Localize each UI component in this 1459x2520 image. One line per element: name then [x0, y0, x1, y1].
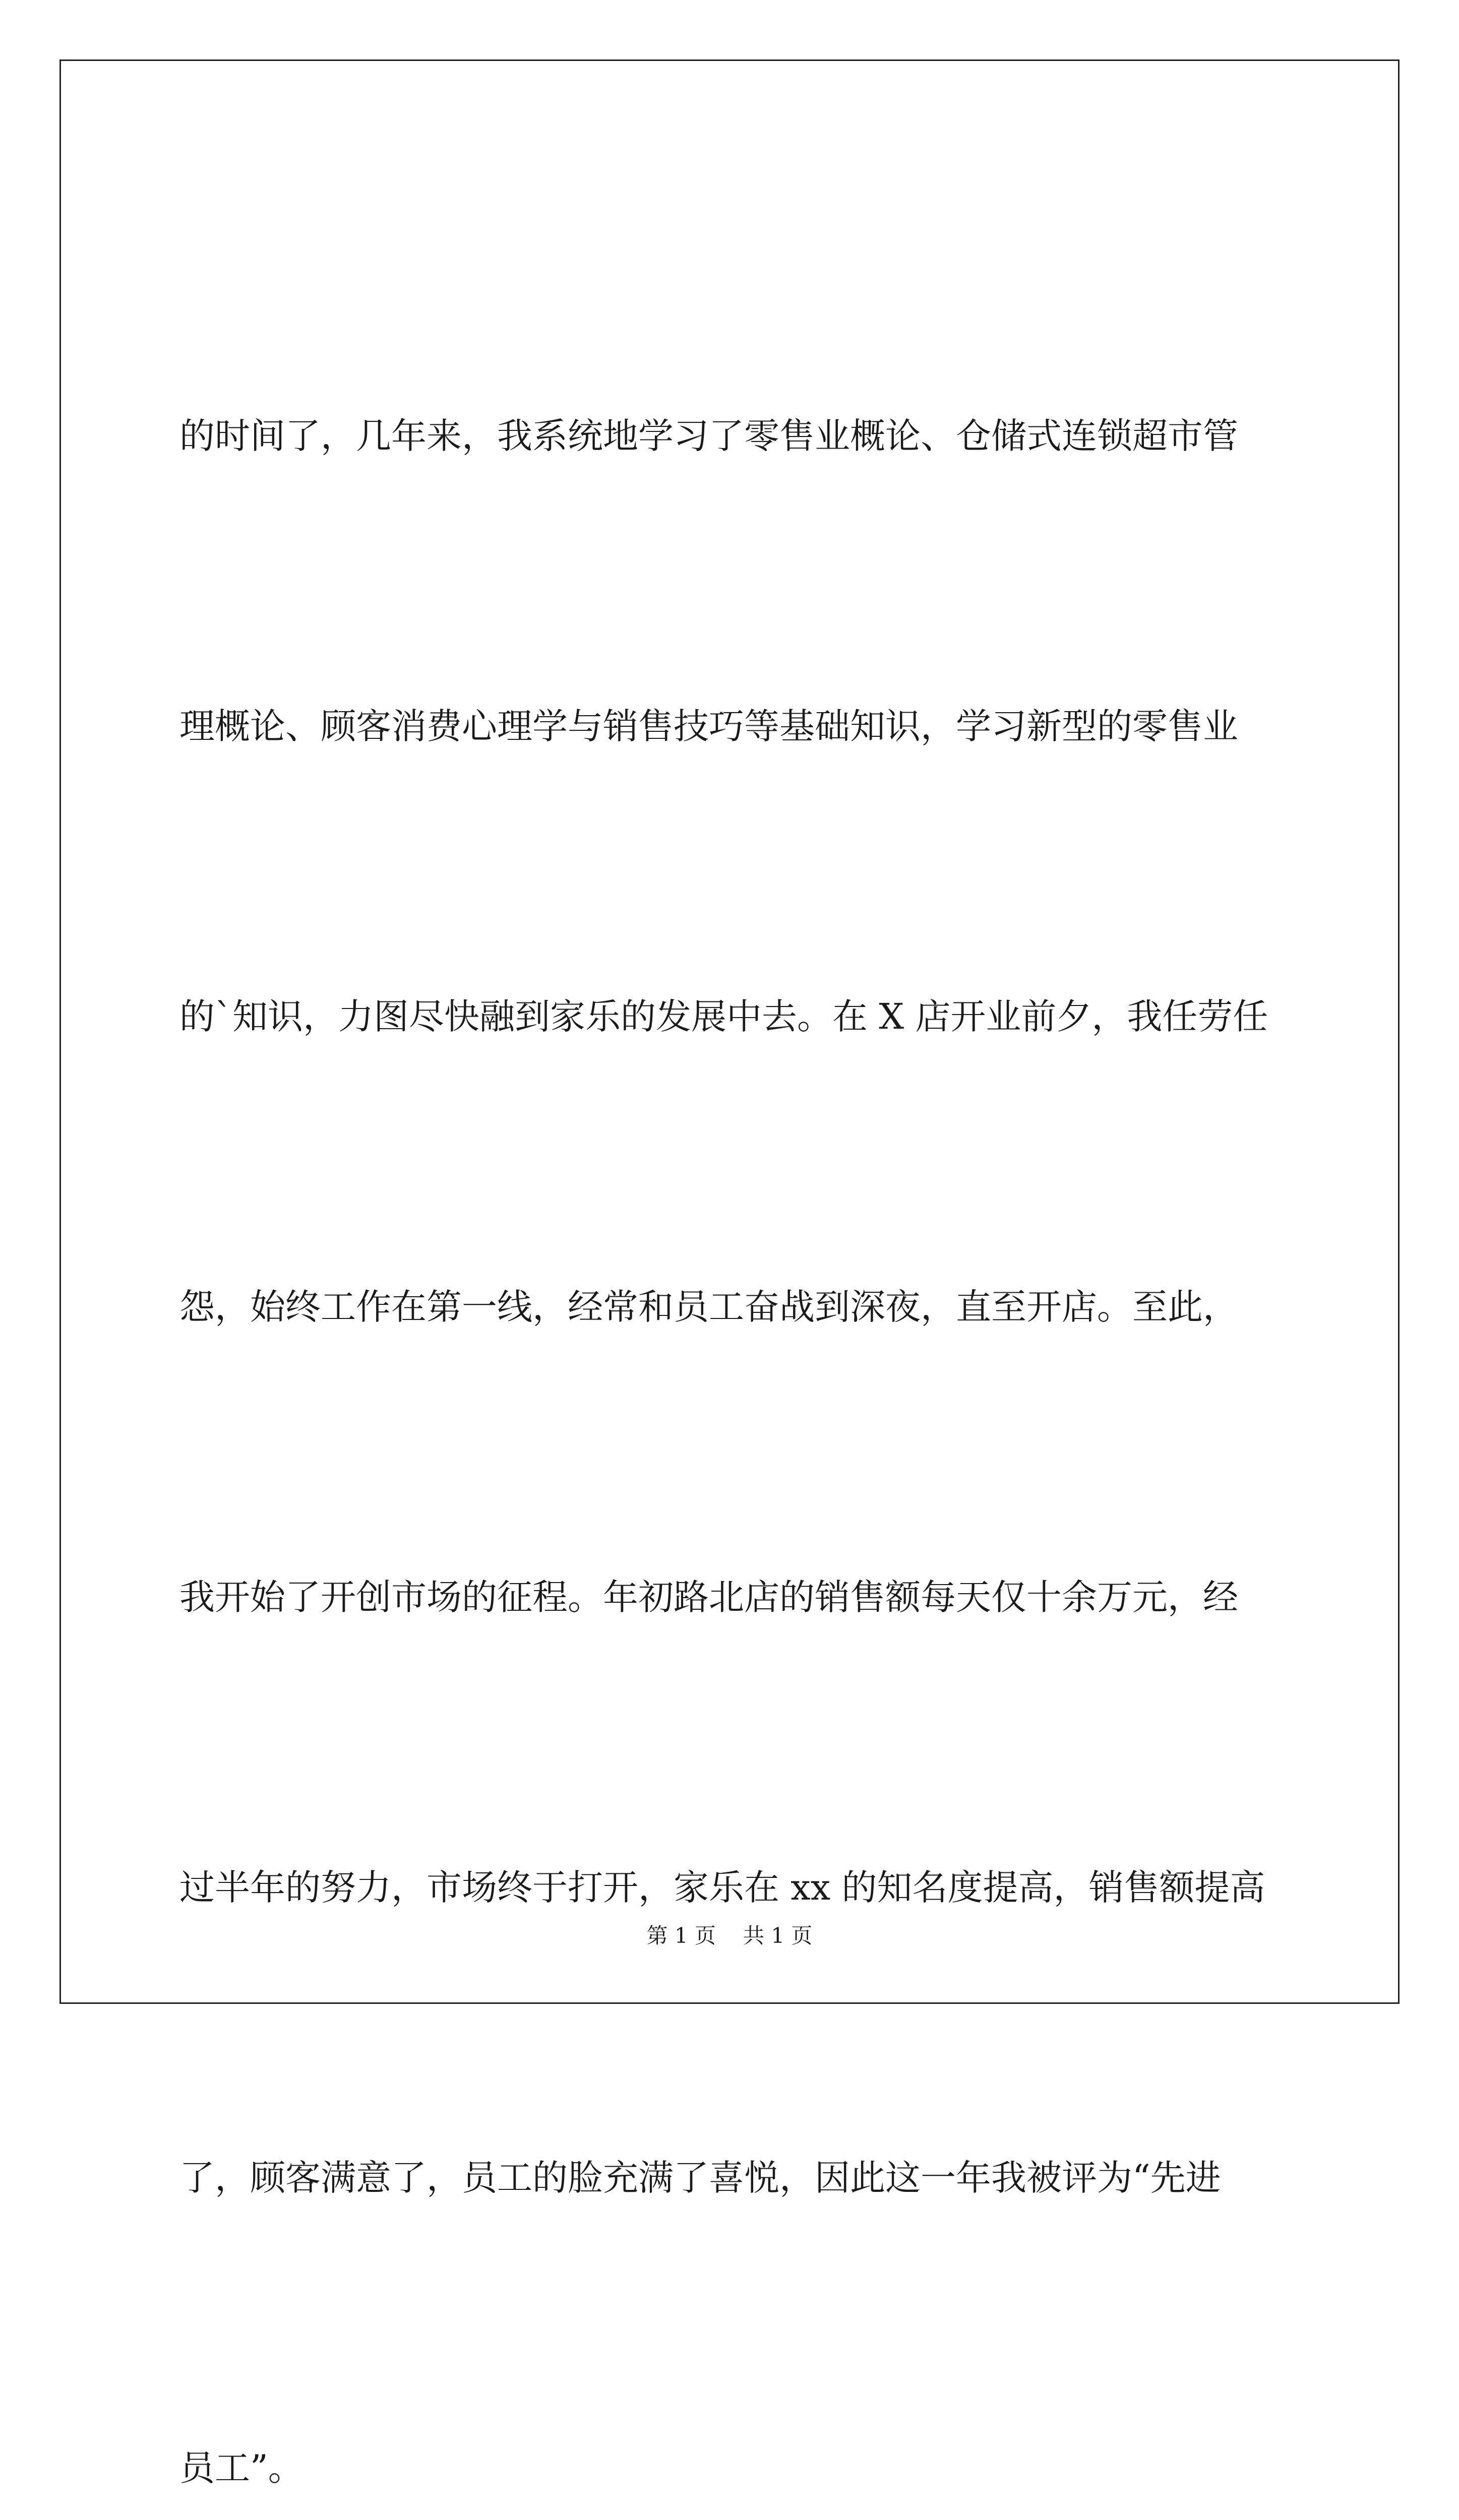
text-line: 的`知识，力图尽快融到家乐的发展中去。在 X 店开业前夕，我任劳任: [179, 996, 1268, 1037]
page-number: 第 1 页: [646, 1923, 716, 1948]
text-line: 怨，始终工作在第一线，经常和员工奋战到深夜，直至开店。至此，: [179, 1286, 1238, 1328]
text-line: 理概论、顾客消费心理学与销售技巧等基础知识，学习新型的零售业: [179, 706, 1238, 747]
text-line: 我开始了开创市场的征程。年初路北店的销售额每天仅十余万元，经: [179, 1577, 1238, 1618]
text-line: 员工”。: [179, 2447, 303, 2489]
paragraph-1: [179, 194, 1289, 2520]
text-line: 过半年的努力，市场终于打开，家乐在 xx 的知名度提高，销售额提高: [179, 1867, 1265, 1908]
page-total: 共 1 页: [743, 1923, 813, 1948]
page-footer: [0, 1919, 1459, 1949]
text-line: 了，顾客满意了，员工的脸充满了喜悦，因此这一年我被评为“先进: [179, 2157, 1221, 2198]
document-body: [179, 194, 1289, 2520]
text-line: 的时间了，几年来，我系统地学习了零售业概论、仓储式连锁超市管: [179, 415, 1238, 457]
